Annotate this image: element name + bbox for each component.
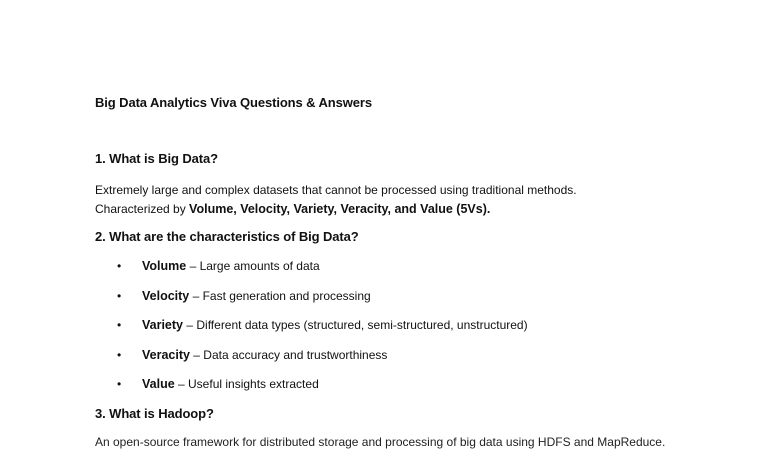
list-item-term: Veracity: [142, 348, 190, 362]
list-item-term: Variety: [142, 318, 184, 332]
answer-line-2: [95, 200, 577, 219]
list-item: [117, 377, 319, 391]
list-item-description: – Large amounts of data: [186, 259, 320, 273]
list-item-description: – Data accuracy and trustworthiness: [189, 348, 388, 362]
list-item: [117, 348, 387, 362]
list-item-term: Volume: [142, 259, 187, 273]
list-item-term: Value: [142, 377, 175, 391]
question-3-answer-partial: An open-source framework for distributed storage and processing of big data using HDFS and MapReduce.: [95, 435, 666, 449]
list-item: [117, 259, 320, 273]
list-item-description: – Different data types (structured, semi-structured, unstructured): [183, 318, 528, 332]
question-1-answer: [95, 181, 577, 219]
bullet-icon: •: [117, 259, 122, 273]
bullet-icon: •: [117, 289, 122, 303]
bullet-icon: •: [117, 318, 122, 332]
bullet-icon: •: [117, 377, 122, 391]
list-item-description: – Fast generation and processing: [189, 289, 371, 303]
answer-line-1: Extremely large and complex datasets that cannot be processed using traditional methods.: [95, 183, 577, 197]
bullet-icon: •: [117, 348, 122, 362]
answer-line-2-prefix: Characterized by: [95, 202, 190, 216]
question-1-heading: 1. What is Big Data?: [95, 151, 218, 166]
document-title: Big Data Analytics Viva Questions & Answers: [95, 95, 372, 110]
list-item-term: Velocity: [142, 289, 190, 303]
list-item-description: – Useful insights extracted: [174, 377, 319, 391]
question-3-heading: 3. What is Hadoop?: [95, 406, 214, 421]
list-item: [117, 318, 528, 332]
answer-line-2-bold: Volume, Velocity, Variety, Veracity, and Value (5Vs).: [189, 202, 491, 216]
question-2-heading: 2. What are the characteristics of Big Data?: [95, 229, 359, 244]
list-item: [117, 289, 371, 303]
